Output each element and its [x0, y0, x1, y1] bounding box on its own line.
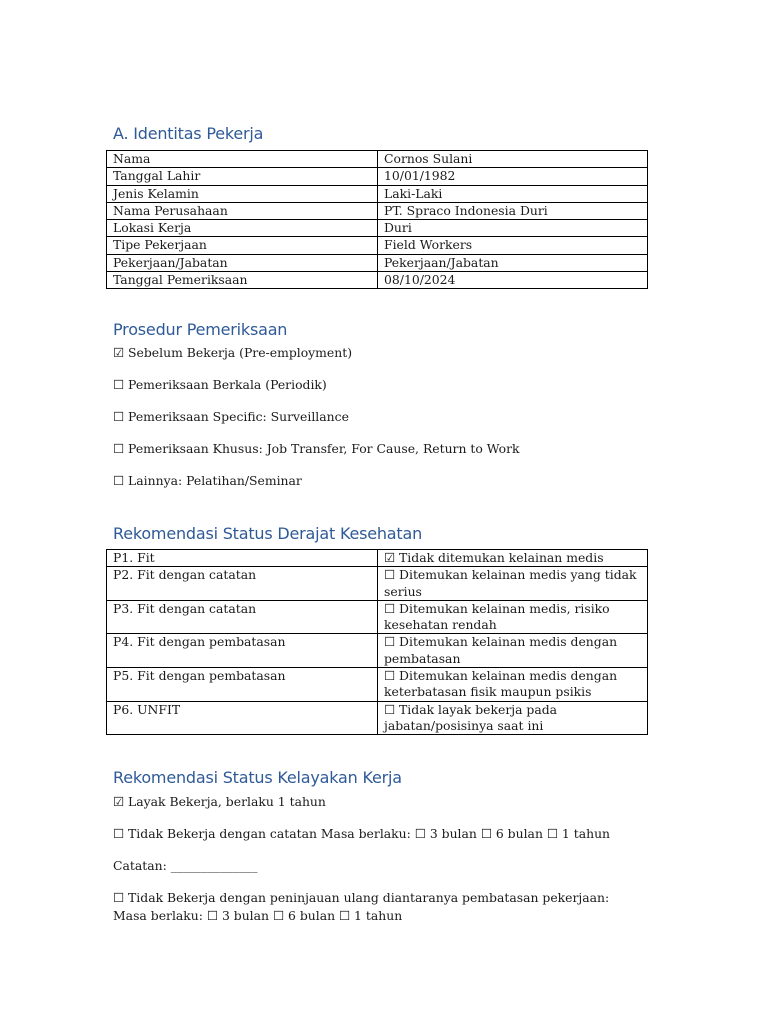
field-label: Tipe Pekerjaan — [107, 237, 378, 254]
prosedur-option: ☐ Pemeriksaan Khusus: Job Transfer, For Cause, Return to Work — [113, 441, 520, 456]
field-value: Cornos Sulani — [378, 151, 648, 168]
section-a-title: A. Identitas Pekerja — [113, 124, 264, 143]
prosedur-option: ☐ Pemeriksaan Berkala (Periodik) — [113, 377, 327, 392]
field-label: Nama Perusahaan — [107, 202, 378, 219]
table-row — [107, 220, 648, 237]
table-row — [107, 600, 648, 634]
prosedur-option: ☐ Lainnya: Pelatihan/Seminar — [113, 473, 302, 488]
table-row — [107, 168, 648, 185]
table-row — [107, 634, 648, 668]
table-row — [107, 202, 648, 219]
field-value: PT. Spraco Indonesia Duri — [378, 202, 648, 219]
table-row — [107, 550, 648, 567]
field-label: Nama — [107, 151, 378, 168]
field-label: Jenis Kelamin — [107, 185, 378, 202]
keterangan-cell: ☐ Ditemukan kelainan medis, risiko kesehatan rendah — [378, 600, 648, 634]
table-row — [107, 237, 648, 254]
table-row — [107, 668, 648, 702]
table-row — [107, 701, 648, 735]
table-row — [107, 272, 648, 289]
field-value: Pekerjaan/Jabatan — [378, 254, 648, 271]
status-cell: P3. Fit dengan catatan — [107, 600, 378, 634]
kelayakan-title: Rekomendasi Status Kelayakan Kerja — [113, 768, 402, 787]
field-value: Duri — [378, 220, 648, 237]
keterangan-cell: ☐ Tidak layak bekerja pada jabatan/posisinya saat ini — [378, 701, 648, 735]
derajat-title: Rekomendasi Status Derajat Kesehatan — [113, 524, 423, 543]
derajat-table — [106, 549, 648, 735]
field-value: 08/10/2024 — [378, 272, 648, 289]
status-cell: P4. Fit dengan pembatasan — [107, 634, 378, 668]
kelayakan-option: ☑ Layak Bekerja, berlaku 1 tahun — [113, 794, 326, 809]
table-row — [107, 185, 648, 202]
field-label: Lokasi Kerja — [107, 220, 378, 237]
field-label: Tanggal Lahir — [107, 168, 378, 185]
identitas-table — [106, 150, 648, 289]
table-row — [107, 567, 648, 601]
keterangan-cell: ☐ Ditemukan kelainan medis dengan keterbatasan fisik maupun psikis — [378, 668, 648, 702]
field-value: Laki-Laki — [378, 185, 648, 202]
prosedur-option: ☐ Pemeriksaan Specific: Surveillance — [113, 409, 349, 424]
keterangan-cell: ☐ Ditemukan kelainan medis dengan pembatasan — [378, 634, 648, 668]
field-value: 10/01/1982 — [378, 168, 648, 185]
table-row — [107, 151, 648, 168]
prosedur-title: Prosedur Pemeriksaan — [113, 320, 288, 339]
table-row — [107, 254, 648, 271]
kelayakan-option: ☐ Tidak Bekerja dengan catatan Masa berlaku: ☐ 3 bulan ☐ 6 bulan ☐ 1 tahun — [113, 826, 611, 841]
field-value: Field Workers — [378, 237, 648, 254]
status-cell: P1. Fit — [107, 550, 378, 567]
field-label: Tanggal Pemeriksaan — [107, 272, 378, 289]
status-cell: P2. Fit dengan catatan — [107, 567, 378, 601]
keterangan-cell: ☑ Tidak ditemukan kelainan medis — [378, 550, 648, 567]
catatan-line: Catatan: ______________ — [113, 858, 258, 873]
field-label: Pekerjaan/Jabatan — [107, 254, 378, 271]
kelayakan-option: ☐ Tidak Bekerja dengan peninjauan ulang diantaranya pembatasan pekerjaan: Masa berlaku: ☐ 3 bulan ☐ 6 bulan ☐ 1 tahun — [113, 890, 610, 923]
status-cell: P5. Fit dengan pembatasan — [107, 668, 378, 702]
keterangan-cell: ☐ Ditemukan kelainan medis yang tidak serius — [378, 567, 648, 601]
status-cell: P6. UNFIT — [107, 701, 378, 735]
prosedur-option: ☑ Sebelum Bekerja (Pre-employment) — [113, 345, 353, 360]
